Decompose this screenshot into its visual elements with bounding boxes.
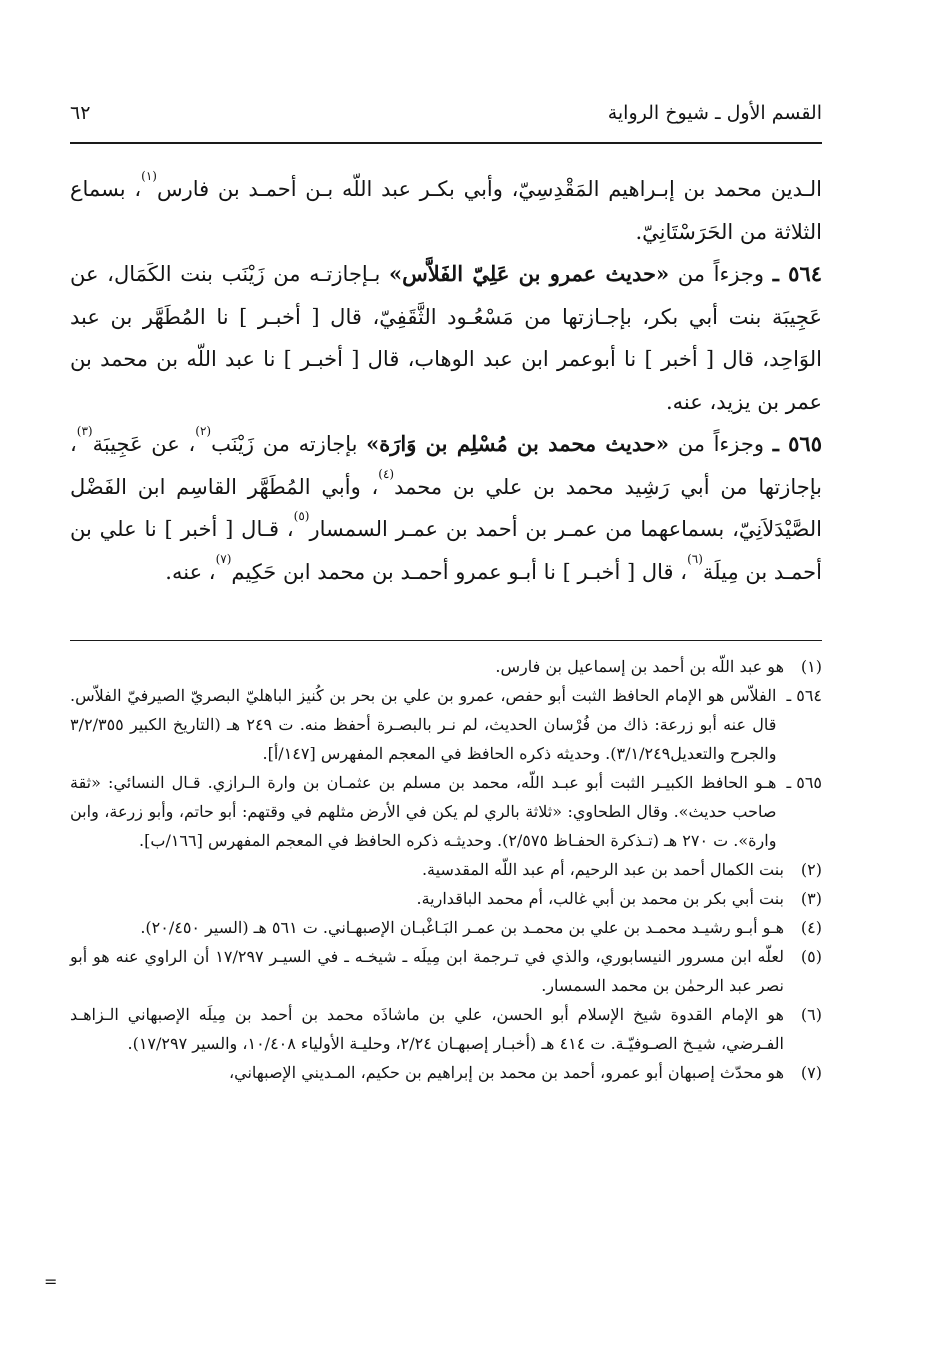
footnote-2: (٢) بنت الكمال أحمد بن عبد الرحيم، أم عبد اللّه المقدسية.: [421, 860, 822, 879]
entry-565-number: ٥٦٥ ـ: [772, 431, 822, 456]
footnote-ref-3: (٣): [76, 424, 93, 438]
entry-565-title: «حديث محمد بن مُسْلِم بن وَارَة»: [366, 431, 670, 456]
footnote-ref-1: (١): [141, 169, 157, 183]
footnote-ref-6: (٦): [687, 551, 703, 566]
entry-565: ٥٦٥ ـ وجزءاً من «حديث محمد بن مُسْلِم بن وَارَة» بإجازته من زَيْنَب$^{(٢)}$، عن عَجِيبَة$^{(٣)}$، بإجازتها من أبي رَشِيد محمد بن علي بن محمد$^{(٤)}$، وأبي المُطَهَّر القاسِم ابن الفَضْل الصَّيْدَلاَنِيّ، بسماعهما من عمـر بن أحمد بن عمـر السمسار$^{(٥)}$، قـال [ أخبر ] نا علي بن أحمـد بن مِيلَة$^{(٦)}$، قال [ أخبـر ] نا أبـو عمرو أحمـد بن محمد ابن حَكِيم$^{(٧)}$، عنه.: [70, 424, 823, 584]
footnote-5: (٥) لعلّه ابن مسرور النيسابوري، والذي في تـرجمة ابن مِيلَه ـ شيخـه ـ في السيـر ١٧/٢٩٧ أن الراوي عنه هو أبو نصر عبد الرحمٰن بن محمد السمسار.: [70, 947, 822, 995]
intro-paragraph: الـدين محمد بن إبـراهيم المَقْدِسِيّ، وأبي بكـر عبد اللّه بـن أحمـد بن فارس$^{(١)}$، بسماع الثلاثة من الحَرَسْتَانِيّ.: [70, 169, 822, 244]
running-head: [70, 96, 822, 130]
continuation-mark: =: [44, 1272, 58, 1291]
main-text: [70, 168, 822, 593]
footnote-ref-4: (٤): [378, 466, 395, 481]
entry-564-title: «حديث عمرو بن عَلِيّ الفَلاَّس»: [388, 261, 670, 286]
footnote-565: ٥٦٥ ـ هـو الحافظ الكبيـر الثبت أبو عبـد اللّه، محمد بن مسلم بن عثمـان بن وارة الـرازي. قـال النسائي: «ثقة صاحب حديث». وقال الطحاوي: «ثلاثة بالري لم يكن في الأرض مثلهم في وقتهم: أبو حاتم، وأبو زرعة، وابن وارة». ت ٢٧٠ هـ (تـذكرة الحفـاظ ٢/٥٧٥). وحديثـه ذكره الحافظ في المعجم المفهرس [١٦٦/ب].: [70, 773, 822, 850]
footnote-ref-5: (٥): [293, 509, 310, 523]
section-title: القسم الأول ـ شيوخ الرواية: [607, 102, 822, 124]
footnote-1: (١) هو عبد اللّه بن أحمد بن إسماعيل بن فارس.: [495, 657, 822, 676]
footnotes: [70, 652, 822, 1087]
footnote-ref-2: (٢): [195, 424, 212, 438]
footnote-7: (٧) هو محدّث إصبهان أبو عمرو، أحمد بن محمد بن إبراهيم بن حكيم، المـديني الإصبهاني،: [228, 1063, 822, 1082]
footnote-3: (٣) بنت أبي بكر بن محمد بن أبي غالب، أم محمد الباقدارية.: [416, 889, 822, 908]
footnote-rule: [70, 640, 822, 641]
footnote-4: (٤) هـو أبـو رشيـد محمـد بن علي بن محمـد بن عمـر البَـاغْبـان الإصبهـاني. ت ٥٦١ هـ (السير ٢٠/٤٥٠).: [140, 918, 822, 937]
footnote-ref-7: (٧): [215, 551, 232, 566]
footnote-6: (٦) هو الإمام القدوة شيخ الإسلام أبو الحسن، علي بن ماشاذَه محمد بن أحمد بن مِيلَه الإصبهاني الـزاهـد الفـرضي، شيـخ الصـوفيّـة. ت ٤١٤ هـ (أخبـار إصبهـان ٢/٢٤، وحليـة الأولياء ١٠/٤٠٨، والسير ١٧/٢٩٧).: [70, 1005, 822, 1053]
footnote-564: ٥٦٤ ـ الفلاّس هو الإمام الحافظ الثبت أبو حفص، عمرو بن علي بن بحر بن كُنيز الباهليّ البصريّ الصيرفيّ الفلاّس. قال عنه أبو زرعة: ذاك من فُرْسان الحديث، لم نـر بالبصـرة أحفظ منه. ت ٢٤٩ هـ (التاريخ الكبير ٣/٢/٣٥٥ والجرح والتعديل٣/١/٢٤٩). وحديثه ذكره الحافظ في المعجم المفهرس [١٤٧/أ].: [70, 686, 822, 763]
header-rule: [70, 142, 822, 144]
entry-564-number: ٥٦٤ ـ: [772, 261, 823, 286]
entry-564: ٥٦٤ ـ وجزءاً من «حديث عمرو بن عَلِيّ الفَلاَّس» بـإجازتـه من زَيْنَب بنت الكَمَال، عن عَجِيبَة بنت أبي بكر، بإجـازتها من مَسْعُـود الثَّقَفِيّ، قال [ أخبـر ] نا المُطَهَّر بن عبد الوَاحِد، قال [ أخبر ] نا أبوعمر ابن عبد الوهاب، قال [ أخبـر ] نا عبد اللّه بن محمد بن عمر بن يزيد، عنه.: [70, 261, 823, 414]
page-number: ٦٢: [70, 102, 91, 124]
